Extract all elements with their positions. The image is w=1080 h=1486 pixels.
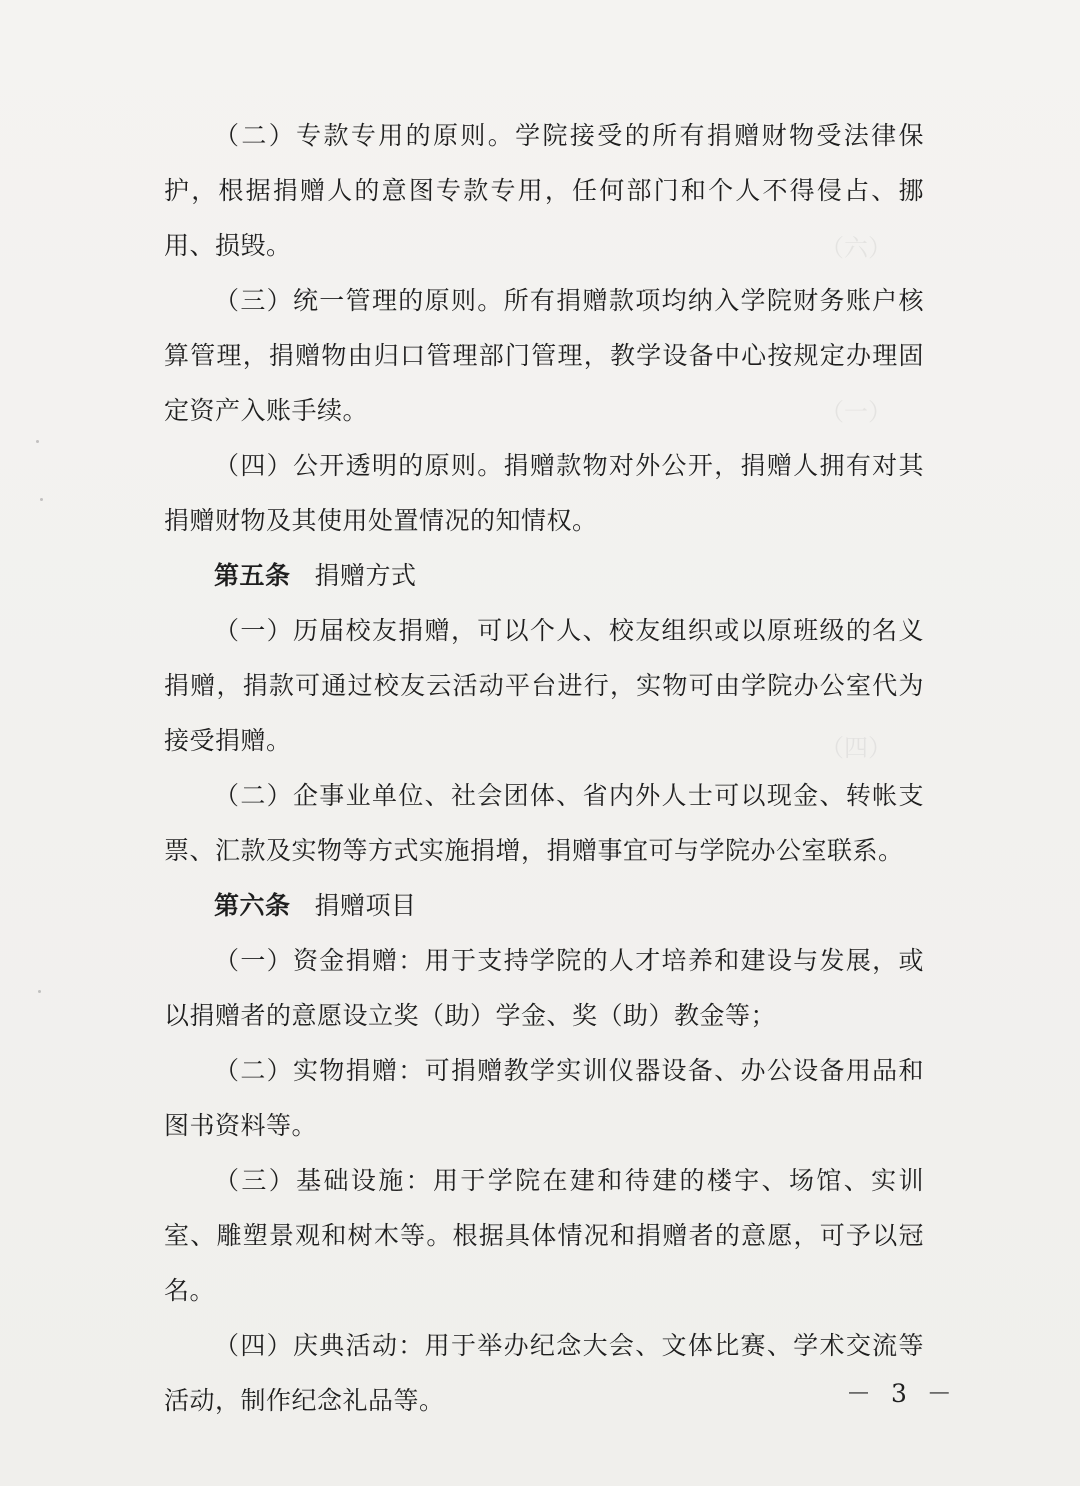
article-number: 第五条 bbox=[214, 561, 291, 590]
clause-paragraph: （四）庆典活动：用于举办纪念大会、文体比赛、学术交流等活动，制作纪念礼品等。 bbox=[164, 1331, 924, 1415]
article-heading bbox=[164, 548, 924, 603]
clause-paragraph: （二）企事业单位、社会团体、省内外人士可以现金、转帐支票、汇款及实物等方式实施捐增，捐赠事宜可与学院办公室联系。 bbox=[164, 781, 924, 865]
article-title: 捐赠方式 bbox=[314, 561, 417, 590]
article-heading bbox=[164, 878, 924, 933]
show-through-mark: （一） bbox=[820, 398, 892, 426]
clause-paragraph: （二）实物捐赠：可捐赠教学实训仪器设备、办公设备用品和图书资料等。 bbox=[164, 1056, 924, 1140]
scan-speck bbox=[40, 498, 43, 501]
clause-paragraph: （三）统一管理的原则。所有捐赠款项均纳入学院财务账户核算管理，捐赠物由归口管理部门管理，教学设备中心按规定办理固定资产入账手续。 bbox=[164, 286, 924, 425]
page-number: － 3 － bbox=[846, 1379, 958, 1408]
clause-paragraph: （一）资金捐赠：用于支持学院的人才培养和建设与发展，或以捐赠者的意愿设立奖（助）学金、奖（助）教金等； bbox=[164, 946, 924, 1030]
clause-paragraph: （二）专款专用的原则。学院接受的所有捐赠财物受法律保护，根据捐赠人的意图专款专用，任何部门和个人不得侵占、挪用、损毁。 bbox=[164, 121, 924, 260]
clause-paragraph: （一）历届校友捐赠，可以个人、校友组织或以原班级的名义捐赠，捐款可通过校友云活动平台进行，实物可由学院办公室代为接受捐赠。 bbox=[164, 616, 924, 755]
document-body bbox=[164, 108, 924, 1428]
clause-paragraph: （四）公开透明的原则。捐赠款物对外公开，捐赠人拥有对其捐赠财物及其使用处置情况的知情权。 bbox=[164, 451, 924, 535]
show-through-mark: （四） bbox=[820, 734, 892, 762]
article-title: 捐赠项目 bbox=[314, 891, 417, 920]
scan-speck bbox=[36, 440, 39, 443]
article-number: 第六条 bbox=[214, 891, 291, 920]
scan-speck bbox=[38, 990, 41, 993]
show-through-mark: （六） bbox=[820, 234, 892, 262]
clause-paragraph: （三）基础设施：用于学院在建和待建的楼宇、场馆、实训室、雕塑景观和树木等。根据具体情况和捐赠者的意愿，可予以冠名。 bbox=[164, 1166, 924, 1305]
